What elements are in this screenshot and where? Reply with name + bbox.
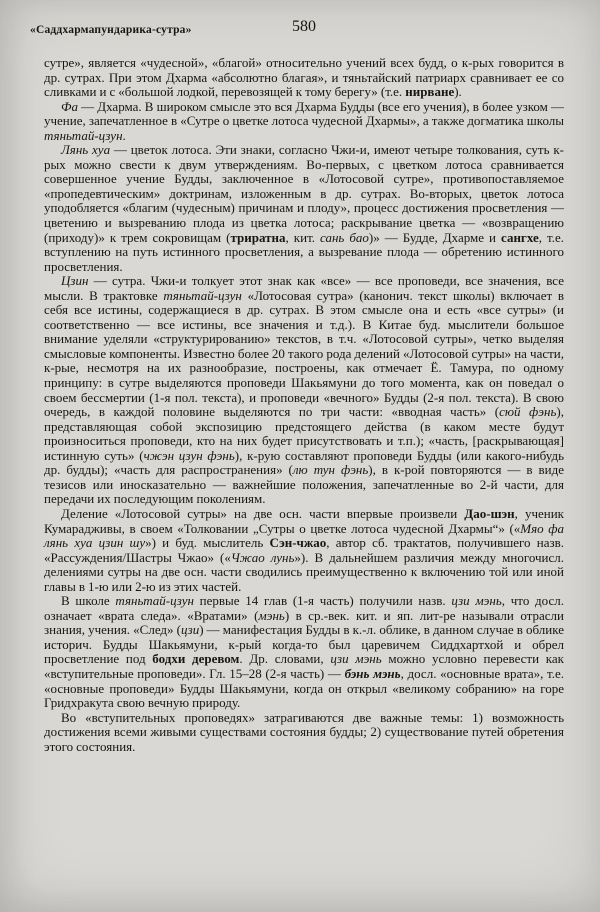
emphasized-text: мэнь [258,607,285,623]
body-text: — цветок лотоса. Эти знаки, согласно Чжи-и, имеют четыре толкования, суть к-рых можно свести к двум утверждениям. Во-первых, с цветком лотоса сравнивается совершенное учение Будды, заключенное в «Лотосовой сутре», противопоставляемое «пропедевтическим» доктринам, изложенным в др. сутрах. Во-вторых, цветок лотоса уподобляется «благим (чудесным) причинам и плоду», процесс достижения просветления — цветению и вызреванию плода из цветка лотоса; раскрывание цветка — «возвращению (приходу)» к трем сокровищам ( [44,142,564,245]
emphasized-text: нирване [405,84,455,100]
paragraph [44,143,564,274]
paragraph [44,711,564,755]
page-body [44,56,564,754]
emphasized-text: тяньтай-цзун [115,593,194,609]
emphasized-text: сань бао [320,229,369,245]
emphasized-text: цзи [180,622,200,638]
body-text: — Дхарма. В широком смысле это вся Дхарма Будды (все его учения), в более узком — учение, запечатленное в «Сутре о цветке лотоса чудесной Дхармы», а также догматика школы [44,98,564,129]
emphasized-text: Мяо фа лянь хуа цзин шу [44,520,565,551]
body-text: Во «вступительных проповедях» затрагиваются две важные темы: 1) возможность достижения всеми живыми существами состояния будды; 2) существование путей обретения этого состояния. [44,709,564,754]
body-text: ). [454,84,462,100]
emphasized-text: Сэн-чжао [269,535,327,551]
paragraph [44,56,564,100]
body-text: ») и буд. мыслитель [145,535,270,551]
paragraph [44,507,564,594]
body-text: )» — Будде, Дхарме и [368,229,502,245]
paragraph [44,274,564,507]
emphasized-text: Лянь хуа [61,142,111,158]
body-text: . Др. словами, [239,651,331,667]
running-title: «Саддхармапундарика-сутра» [30,24,192,36]
body-text: , ученик Кумарадживы, в своем «Толковании „Сутры о цветке лотоса чудесной Дхармы“» (« [44,505,564,536]
body-text: «Лотосовая сутра» (канонич. текст школы) включает в себя все истины, содержащиеся в др. сутрах. В этом смысле она и есть «все сутры» (и соответственно — все истины, все значения и т.д.). В Китае буд. мыслители большое внимание уделяли «структурированию» текстов, в т.ч. «Лотосовой сутры», четко выделяя смысловые компоненты. Известно более 20 такого рода делений «Лотосовой сутры» на части, к-рые, несмотря на их разнообразие, построены, как отмечает Ё. Тамура, по одному принципу: в сутре выделяются проповеди Шакьямуни до того момента, как он поведал о своем бессмертии (1-я пол. текста), и проповеди «вечного» Будды (2-я пол. текста). В свою очередь, в каждой половине выделяются по три части: «вводная часть» ( [44,287,564,420]
page-header [30,16,564,46]
body-text: , что досл. означает «врата следа». «Вратами» ( [44,593,564,623]
body-text: сутре», является «чудесной», «благой» относительно учений всех будд, о к-рых говорится в др. сутрах. При этом Дхарма «абсолютно благая», и тяньтайский патриарх сравнивает ее со сливками и с «большой лодкой, перевозящей к тому берегу» (т.е. [44,55,564,100]
body-text: Деление «Лотосовой сутры» на две осн. части впервые произвели [61,505,465,521]
emphasized-text: лю тун фэнь [292,462,369,478]
emphasized-text: Цзин [61,273,89,289]
emphasized-text: сюй фэнь [499,404,557,420]
emphasized-text: цзи мэнь [330,651,382,667]
body-text: первые 14 глав (1-я часть) получили назв. [193,593,452,609]
body-text: можно условно перевести как «вступительные проповеди». Гл. 15–28 (2-я часть) — [44,651,564,681]
body-text: ), в к-рой повторяются — в виде тезисов или иносказательно — важнейшие положения, запечатленные во 2-й части, для передачи их последующим поколениям. [44,462,564,507]
paragraph [44,594,564,710]
paragraph [44,100,564,144]
body-text: , кит. [285,229,321,245]
emphasized-text: Чжао лунь [230,549,295,565]
body-text: , т.е. вступлению на путь истинного просветления, а вызревание плода — обретению истинного просветления. [44,229,565,274]
body-text: — сутра. Чжи-и толкует этот знак как «все» — все проповеди, все значения, все мысли. В трактовке [44,273,564,303]
body-text: ), представляющая собой экспозицию предстоящего действа (в каком месте будут произноситься проповеди, кто на них будет присутствовать и т.п.); «часть, [раскрывающая] истинную суть» ( [44,404,564,463]
body-text: ) в ср.-век. кит. и яп. лит-ре называли отрасли знания, учения. «След» ( [44,607,564,638]
body-text: , досл. «основные врата», т.е. «основные проповеди» Будды Шакьямуни, когда он открыл «великому собранию» на горе Гридхракута свою вечную природу. [44,665,564,711]
emphasized-text: бэнь мэнь [344,665,401,681]
emphasized-text: цзи мэнь [451,593,502,609]
emphasized-text: тяньтай-цзун [44,127,123,143]
emphasized-text: сангхе [501,229,539,245]
body-text: »). В дальнейшем различия между многочисл. делениями сутры на две осн. части сводились преимущественно к включению той или иной главы в 1-ю или 2-ю из этих частей. [44,549,564,594]
page-number: 580 [292,18,316,35]
body-text: В школе [61,593,116,609]
emphasized-text: тяньтай-цзун [163,287,242,303]
emphasized-text: триратна [230,229,286,245]
body-text: , автор сб. трактатов, получившего назв. «Рассуждения/Шастры Чжао» (« [44,535,564,565]
emphasized-text: Дао-шэн [464,505,515,521]
body-text: ) — манифестация Будды в к.-л. облике, в данном случае в облике историч. Будды Шакьямуни, к-рый когда-то был царевичем Сиддхартхой и обрел просветление под [44,622,565,667]
emphasized-text: Фа [61,98,78,114]
body-text: . [122,127,126,143]
emphasized-text: чжэн цзун фэнь [143,447,235,463]
body-text: ), к-рую составляют проповеди Будды (или какого-нибудь др. будды); «часть для распространения» ( [44,447,565,478]
emphasized-text: бодхи деревом [152,651,240,667]
